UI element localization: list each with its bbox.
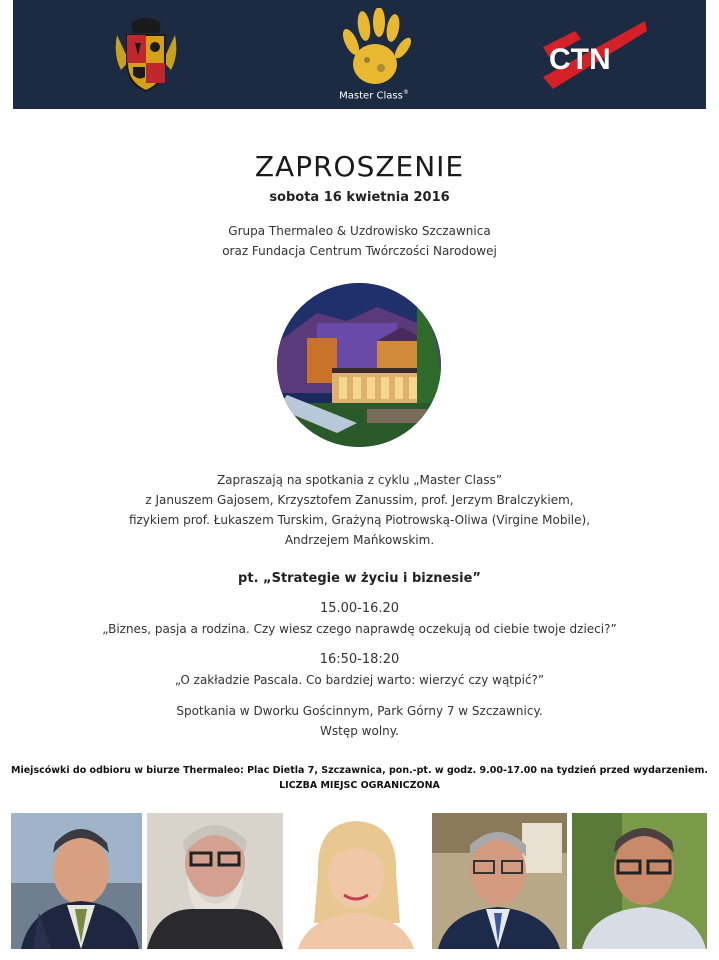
intro-line-3: fizykiem prof. Łukaszem Turskim, Grażyną Piotrowską-Oliwa (Virgine Mobile), [128, 513, 591, 527]
organizer-line-1: Grupa Thermaleo & Uzdrowisko Szczawnica [228, 224, 491, 238]
session-1-time: 15.00-16.20 [319, 601, 400, 616]
crest-icon [111, 15, 181, 95]
invite-date: sobota 16 kwietnia 2016 [269, 190, 450, 205]
intro-line-2: z Januszem Gajosem, Krzysztofem Zanussim, prof. Jerzym Bralczykiem, [145, 493, 574, 507]
intro-line-1: Zapraszają na spotkania z cyklu „Master Class” [216, 473, 503, 487]
speaker-photo-5 [572, 813, 707, 949]
brand-label: Master Class® [339, 89, 409, 102]
invite-title: ZAPROSZENIE [254, 150, 465, 183]
hand-logo-icon [331, 8, 417, 88]
speaker-photo-2 [147, 813, 283, 949]
series-subtitle: pt. „Strategie w życiu i biznesie” [238, 571, 481, 586]
session-2-topic: „O zakładzie Pascala. Co bardziej warto: wierzyć czy wątpić?” [174, 673, 545, 687]
ticket-notice: Miejscówki do odbioru w biurze Thermaleo: Plac Dietla 7, Szczawnica, pon.-pt. w godz. 9.00-17.00 na tydzień przed wydarzeniem. [11, 765, 708, 776]
venue-line: Spotkania w Dworku Gościnnym, Park Górny 7 w Szczawnicy. [176, 704, 543, 718]
speaker-photo-1 [11, 813, 142, 949]
ctn-label: CTN [549, 43, 611, 76]
speaker-photo-4 [432, 813, 567, 949]
session-2-time: 16:50-18:20 [319, 652, 400, 667]
venue-photo [277, 283, 441, 447]
header-banner [13, 0, 706, 109]
intro-line-4: Andrzejem Mańkowskim. [284, 533, 435, 547]
speaker-photo-3 [288, 813, 425, 949]
limited-seats-notice: LICZBA MIEJSC OGRANICZONA [279, 780, 440, 791]
entry-line: Wstęp wolny. [320, 724, 399, 738]
session-1-topic: „Biznes, pasja a rodzina. Czy wiesz czego naprawdę oczekują od ciebie twoje dzieci?” [102, 622, 617, 636]
organizer-line-2: oraz Fundacja Centrum Twórczości Narodowej [222, 244, 497, 258]
ctn-logo-icon [535, 17, 647, 93]
